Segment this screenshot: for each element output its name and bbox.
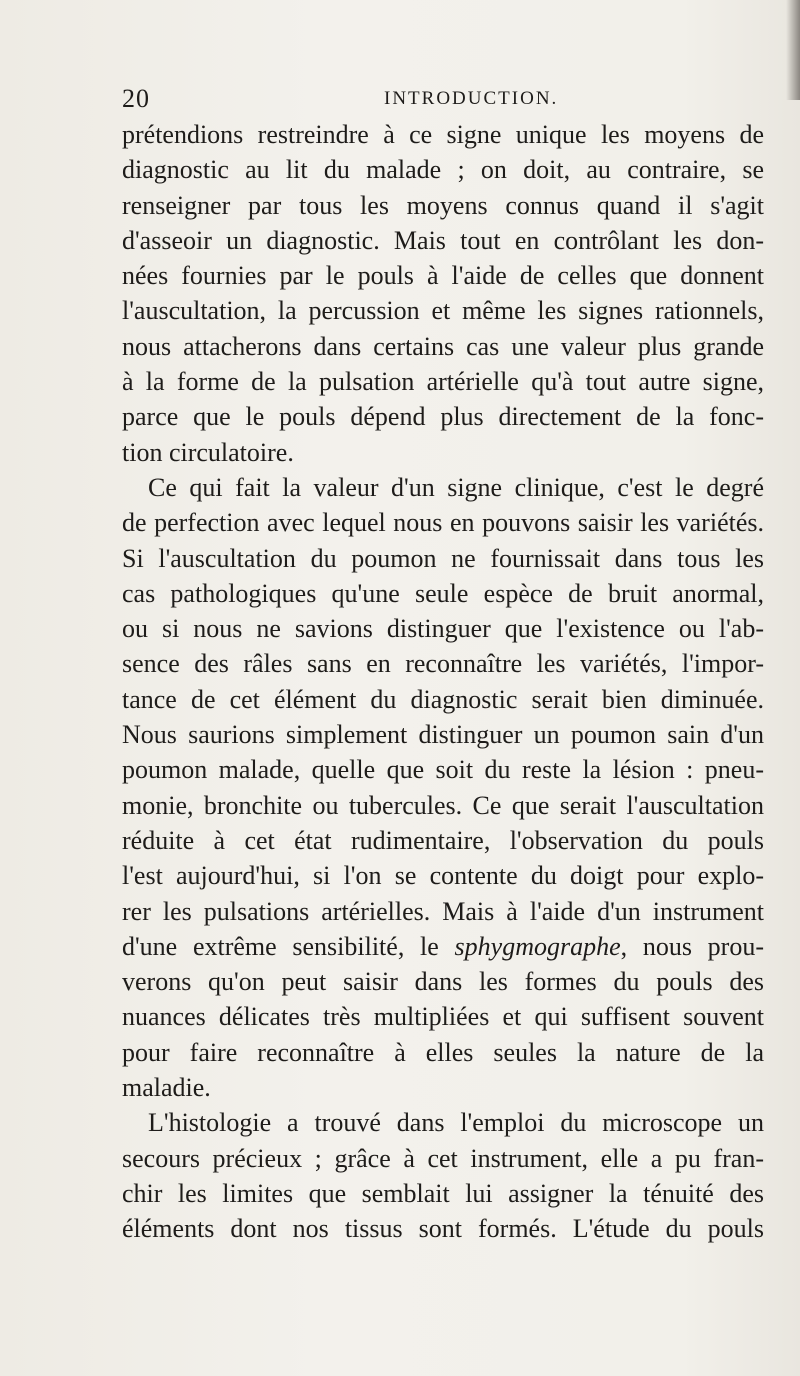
text-line: monie, bronchite ou tubercules. Ce que serait l'auscultation — [122, 790, 764, 820]
text-line: tance de cet élément du diagnostic serait bien diminuée. — [122, 684, 764, 714]
text-line: à la forme de la pulsation artérielle qu'à tout autre signe, — [122, 367, 764, 397]
text-fragment: d'une extrême sensibilité, le — [122, 931, 455, 961]
text-line: verons qu'on peut saisir dans les formes du pouls des — [122, 967, 764, 997]
text-line: renseigner par tous les moyens connus quand il s'agit — [122, 190, 764, 220]
text-line: éléments dont nos tissus sont formés. L'étude du pouls — [122, 1214, 764, 1244]
page-edge-shadow — [786, 0, 800, 100]
text-line: ou si nous ne savions distinguer que l'existence ou l'ab- — [122, 614, 764, 644]
italic-term: sphygmographe — [454, 931, 621, 961]
text-line: Nous saurions simplement distinguer un poumon sain d'un — [122, 720, 764, 750]
text-line: l'est aujourd'hui, si l'on se contente du doigt pour explo- — [122, 861, 764, 891]
text-line: réduite à cet état rudimentaire, l'observation du pouls — [122, 825, 764, 855]
text-line: rer les pulsations artérielles. Mais à l'aide d'un instrument — [122, 896, 764, 926]
page-header — [122, 84, 762, 114]
text-line: poumon malade, quelle que soit du reste la lésion : pneu- — [122, 755, 764, 785]
page-number: 20 — [122, 84, 150, 113]
running-head: INTRODUCTION. — [384, 88, 559, 109]
text-line: L'histologie a trouvé dans l'emploi du microscope un — [148, 1108, 764, 1138]
text-line: Ce qui fait la valeur d'un signe clinique, c'est le degré — [148, 472, 764, 502]
text-line: parce que le pouls dépend plus directement de la fonc- — [122, 402, 764, 432]
text-line: prétendions restreindre à ce signe unique les moyens de — [122, 120, 764, 149]
text-line: nées fournies par le pouls à l'aide de celles que donnent — [122, 261, 764, 291]
text-line: diagnostic au lit du malade ; on doit, au contraire, se — [122, 155, 764, 185]
text-line: secours précieux ; grâce à cet instrument, elle a pu fran- — [122, 1143, 764, 1173]
text-line: d'asseoir un diagnostic. Mais tout en contrôlant les don- — [122, 225, 764, 255]
text-line: pour faire reconnaître à elles seules la nature de la — [122, 1037, 764, 1067]
text-line: nous attacherons dans certains cas une valeur plus grande — [122, 331, 764, 361]
text-line: Si l'auscultation du poumon ne fournissait dans tous les — [122, 543, 764, 573]
text-line: de perfection avec lequel nous en pouvons saisir les variétés. — [122, 508, 764, 538]
text-body — [122, 117, 764, 1247]
text-line: sence des râles sans en reconnaître les variétés, l'impor- — [122, 649, 764, 679]
text-fragment: , nous prou- — [620, 931, 764, 961]
text-line: chir les limites que semblait lui assigner la ténuité des — [122, 1178, 764, 1208]
text-line: tion circulatoire. — [122, 437, 294, 467]
text-line: cas pathologiques qu'une seule espèce de bruit anormal, — [122, 578, 764, 608]
text-line: l'auscultation, la percussion et même les signes rationnels, — [122, 296, 764, 326]
text-line-with-italic-term — [122, 929, 764, 964]
text-line: nuances délicates très multipliées et qui suffisent souvent — [122, 1002, 764, 1032]
text-line: maladie. — [122, 1073, 211, 1103]
